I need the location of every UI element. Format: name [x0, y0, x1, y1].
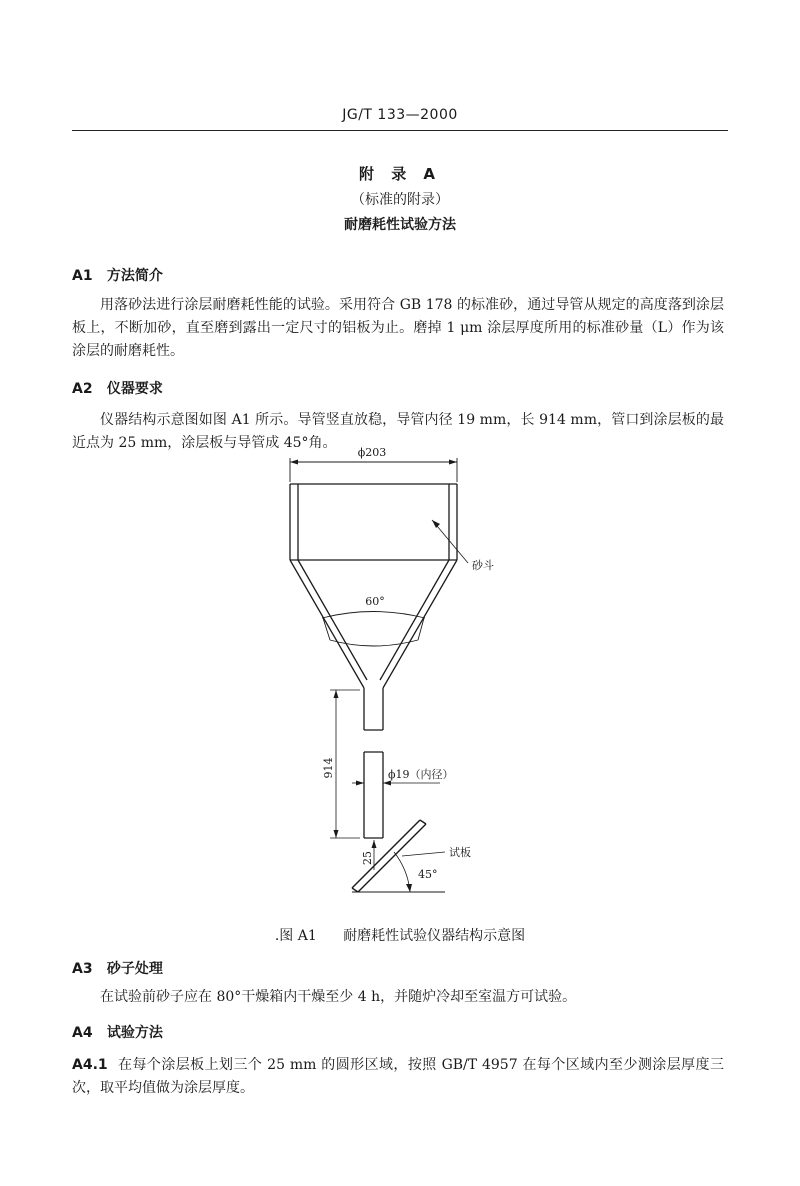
caption-text: 耐磨耗性试验仪器结构示意图: [343, 928, 526, 944]
appendix-title: 附 录 A: [358, 165, 442, 183]
section-body-a1: 用落砂法进行涂层耐磨耗性能的试验。采用符合 GB 178 的标准砂，通过导管从规定的高度落到涂层板上，不断加砂，直至磨到露出一定尺寸的铝板为止。磨掉 1 μm 涂层厚度所用的标准砂量（L）作为该涂层的耐磨耗性。: [72, 297, 724, 359]
section-title: 仪器要求: [106, 381, 163, 397]
section-body-a2: 仪器结构示意图如图 A1 所示。导管竖直放稳，导管内径 19 mm，长 914 mm，管口到涂层板的最近点为 25 mm，涂层板与导管成 45°角。: [72, 412, 724, 451]
angle-cone: 60°: [365, 595, 385, 608]
section-number: A2: [72, 381, 93, 397]
appendix-name: 耐磨耗性试验方法: [344, 217, 456, 233]
section-title: 试验方法: [106, 1025, 163, 1041]
section-number: A3: [72, 961, 93, 977]
figure-caption: [0, 925, 800, 945]
label-test-plate: 试板: [449, 846, 471, 859]
caption-number: .图 A1: [274, 928, 317, 944]
label-sand-funnel: 砂斗: [472, 559, 494, 572]
section-heading-a3: [72, 958, 163, 978]
section-heading-a4: [72, 1022, 163, 1042]
section-title: 方法简介: [106, 268, 163, 284]
angle-plate: 45°: [418, 868, 438, 881]
dim-top-diameter: ϕ203: [357, 446, 387, 459]
dim-tube-length: 914: [322, 757, 335, 779]
appendix-subtitle: （标准的附录）: [351, 192, 449, 208]
section-number: A1: [72, 268, 93, 284]
section-body-a3: 在试验前砂子应在 80°干燥箱内干燥至少 4 h，并随炉冷却至室温方可试验。: [100, 989, 577, 1005]
section-title: 砂子处理: [106, 961, 163, 977]
dim-tube-inner-diameter: ϕ19（内径）: [388, 768, 454, 781]
subsection-text: 在每个涂层板上划三个 25 mm 的圆形区域，按照 GB/T 4957 在每个区域内至少测涂层厚度三次，取平均值做为涂层厚度。: [72, 1057, 724, 1096]
dim-gap: 25: [361, 851, 374, 865]
subsection-number: A4.1: [72, 1057, 108, 1073]
section-number: A4: [72, 1025, 93, 1041]
section-body-a4-1: [72, 1054, 724, 1100]
standard-code-header: JG/T 133—2000: [342, 107, 458, 123]
